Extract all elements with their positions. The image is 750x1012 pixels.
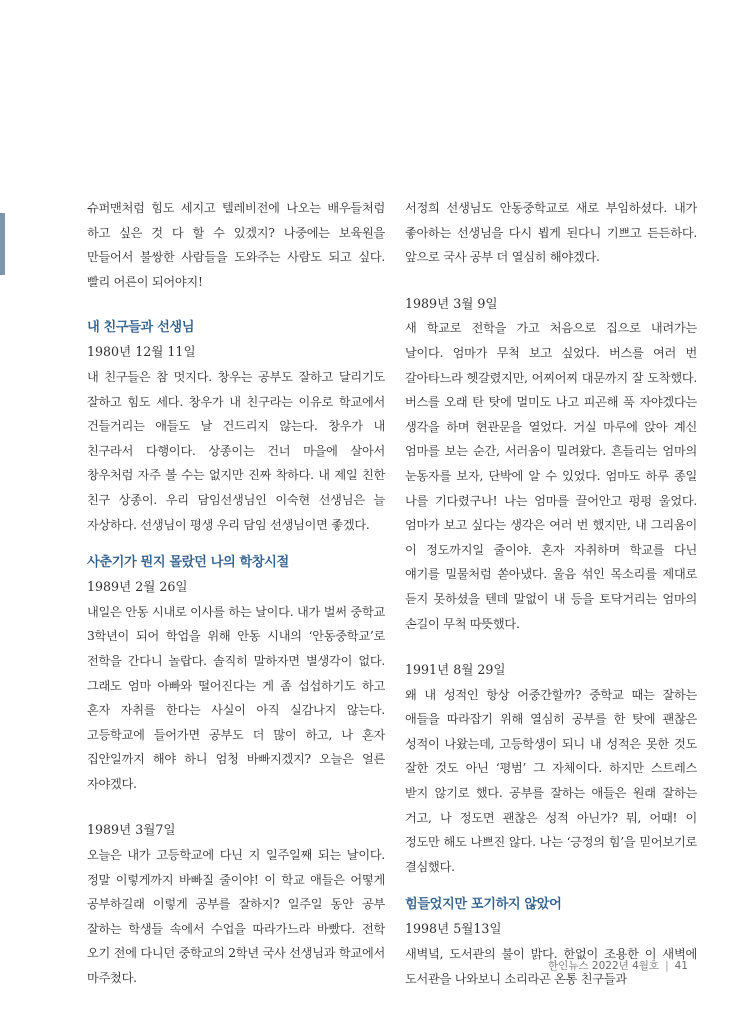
entry-date: 1998년 5월13일 xyxy=(405,921,502,937)
footer-separator: | xyxy=(665,960,669,972)
entry-text: 내일은 안동 시내로 이사를 하는 날이다. 내가 벌써 중학교 3학년이 되어 학업을 위해 안동 시내의 ‘안동중학교’로 전학을 간다니 놀랍다. 솔직히 말하자면 별생각이 없다. 그래도 엄마 아빠와 떨어진다는 게 좀 섭섭하기도 하고 혼자 자취를 한다는 사실이 아직 실감나지 않는다. 고등학교에 들어가면 공부도 더 많이 하고, 나 혼자 집안일까지 해야 하니 엄청 바빠지겠지? 오늘은 얼른 자야겠다. xyxy=(87,604,385,791)
page-footer xyxy=(548,958,688,973)
entry-text: 내 친구들은 참 멋지다. 창우는 공부도 잘하고 달리기도 잘하고 힘도 세다. 창우가 내 친구라는 이유로 학교에서 건들거리는 애들도 날 건드리지 않는다. 창우가 내 친구라서 다행이다. 상종이는 건너 마을에 살아서 창우처럼 자주 볼 수는 없지만 진짜 착하다. 내 제일 친한 친구 상종이. 우리 담임선생님인 이숙현 선생님은 늘 자상하다. 선생님이 평생 우리 담임 선생님이면 좋겠다. xyxy=(87,369,385,532)
entry-date: 1989년 3월 9일 xyxy=(405,295,498,311)
entry-date: 1989년 2월 26일 xyxy=(87,579,188,595)
continuation-paragraph: 서정희 선생님도 안동중학교로 새로 부임하셨다. 내가 좋아하는 선생님을 다시 뵙게 된다니 기쁘고 든든하다. 앞으로 국사 공부 더 열심히 해야겠다. xyxy=(405,201,697,265)
publication-name: 한인뉴스 2022년 4월호 xyxy=(548,960,660,972)
entry-date: 1991년 8월 29일 xyxy=(405,662,506,678)
page-number: 41 xyxy=(674,960,688,972)
section-heading-friends: 내 친구들과 선생님 xyxy=(87,320,195,336)
page-edge-marker xyxy=(0,213,5,275)
entry-text: 오늘은 내가 고등학교에 다닌 지 일주일째 되는 날이다. 정말 이렇게까지 바빠질 줄이야! 이 학교 애들은 어떻게 공부하길래 이렇게 공부를 잘하지? 일주일 동안 공부 잘하는 학생들 속에서 수업을 따라가느라 바빴다. 전학 오기 전에 다니던 중학교의 2학년 국사 선생님과 학교에서 마주쳤다. xyxy=(87,848,385,986)
intro-paragraph: 슈퍼맨처럼 힘도 세지고 텔레비전에 나오는 배우들처럼 하고 싶은 것 다 할 수 있겠지? 나중에는 보육원을 만들어서 불쌍한 사람들을 도와주는 사람도 되고 싶다. 빨리 어른이 되어야지! xyxy=(87,201,385,289)
right-column xyxy=(405,196,697,991)
section-heading-perseverance: 힘들었지만 포기하지 않았어 xyxy=(405,897,562,913)
left-column xyxy=(87,196,385,991)
entry-text: 새 학교로 전학을 가고 처음으로 집으로 내려가는 날이다. 엄마가 무척 보고 싶었다. 버스를 여러 번 갈아타느라 헷갈렸지만, 어찌어찌 대문까지 잘 도착했다. 버스를 오래 탄 탓에 멀미도 나고 피곤해 푹 자야겠다는 생각을 하며 현관문을 열었다. 거실 마루에 앉아 계신 엄마를 보는 순간, 서러움이 밀려왔다. 흔들리는 엄마의 눈동자를 보자, 단박에 알 수 있었다. 엄마도 하루 종일 나를 기다렸구나! 나는 엄마를 끌어안고 펑펑 울었다. 엄마가 보고 싶다는 생각은 여러 번 했지만, 내 그리움이 이 정도까지일 줄이야. 혼자 자취하며 학교를 다닌 얘기를 밀물처럼 쏟아냈다. 울음 섞인 목소리를 제대로 듣지 못하셨을 텐데 말없이 내 등을 토닥거리는 엄마의 손길이 무척 따뜻했다. xyxy=(405,321,697,631)
entry-date: 1980년 12월 11일 xyxy=(87,344,196,360)
entry-text: 왜 내 성적인 항상 어중간할까? 중학교 때는 잘하는 애들을 따라잡기 위해 열심히 공부를 한 탓에 괜찮은 성적이 나왔는데, 고등학생이 되니 내 성적은 못한 것도 잘한 것도 아닌 ‘평범’ 그 자체이다. 하지만 스트레스 받지 않기로 했다. 공부를 잘하는 애들은 원래 잘하는 거고, 나 정도면 괜찮은 성적 아닌가? 뭐, 어때! 이 정도만 해도 나쁘진 않다. 나는 ‘긍정의 힘’을 믿어보기로 결심했다. xyxy=(405,687,697,874)
entry-text: 새벽녘, 도서관의 불이 밝다. 한없이 조용한 이 새벽에 도서관을 나와보니 소리라곤 온통 친구들과 xyxy=(405,947,697,986)
entry-date: 1989년 3월7일 xyxy=(87,822,176,838)
section-heading-school-days: 사춘기가 뭔지 몰랐던 나의 학창시절 xyxy=(87,555,289,571)
